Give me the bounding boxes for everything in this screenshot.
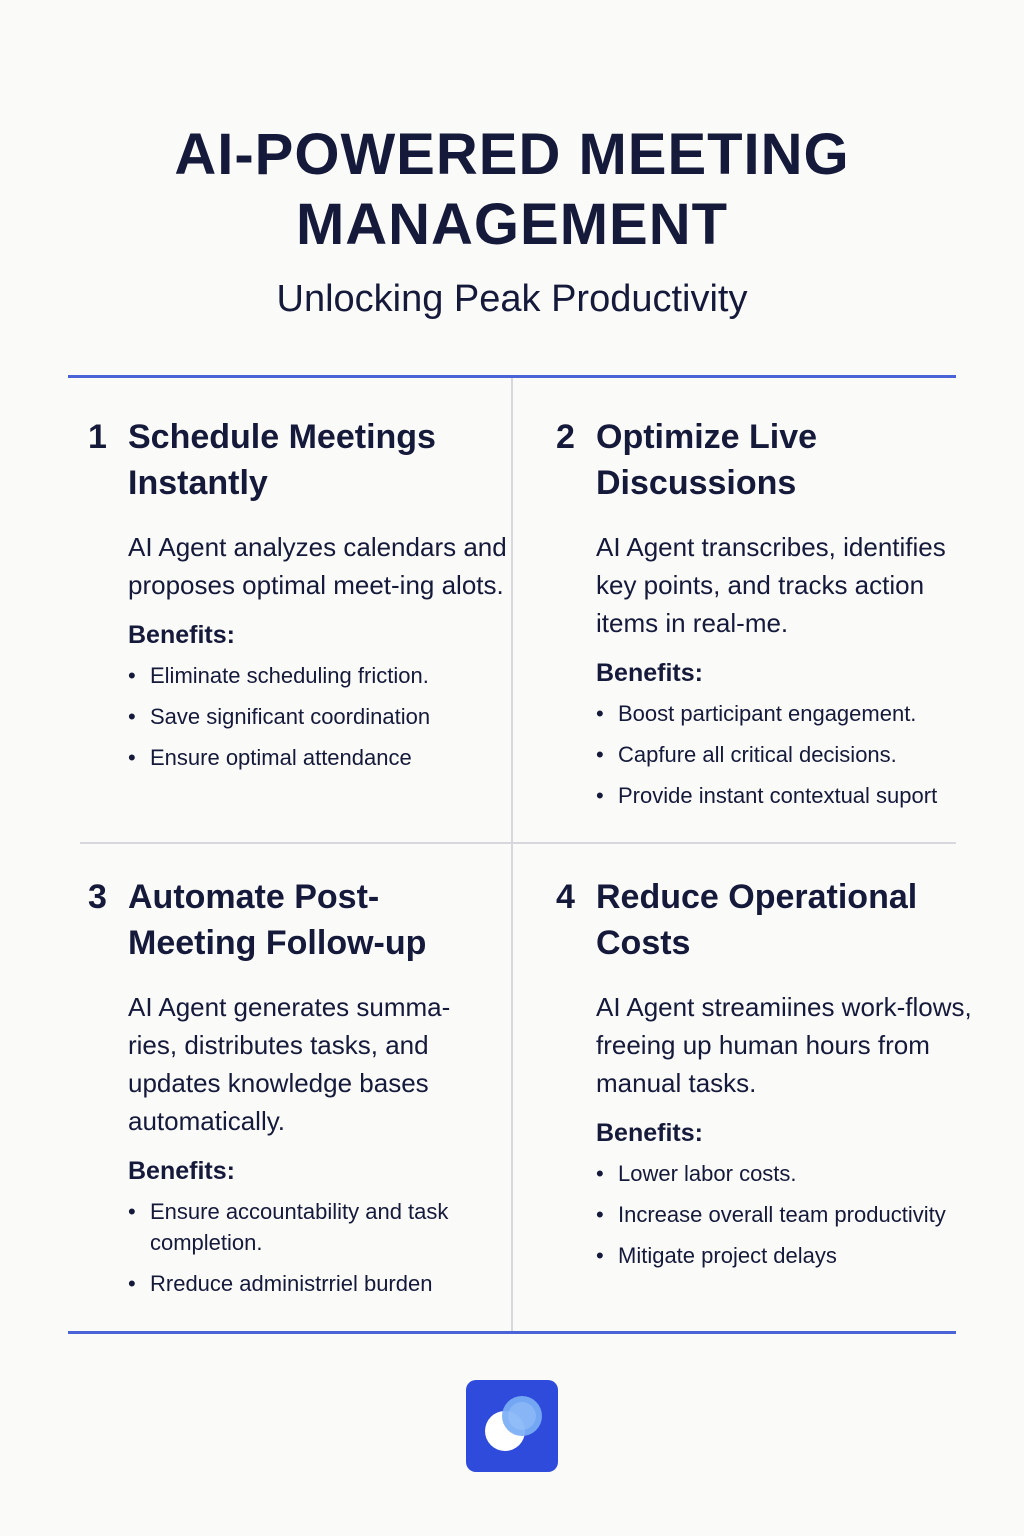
bullet-icon: • [128,1199,136,1224]
benefit-item [596,1158,1008,1189]
bottom-divider [68,1331,956,1334]
section-number: 3 [88,878,107,916]
bullet-icon: • [128,745,136,770]
benefits-label: Benefits: [596,659,703,687]
benefit-text: Mitigate project delays [618,1243,837,1268]
benefit-text: Ensure accountability and task completion. [150,1199,449,1255]
section-title: Schedule Meetings Instantly [128,418,436,502]
benefit-text: Provide instant contextual suport [618,783,938,808]
benefit-item [128,701,520,732]
section-description: AI Agent transcribes, identifies key points, and tracks action items in real-me. [596,532,946,638]
benefit-item [128,1196,460,1258]
bullet-icon: • [596,1202,604,1227]
section-title: Optimize Live Discussions [596,418,818,502]
benefit-item [128,660,520,691]
section-description: AI Agent generates summa-ries, distributes tasks, and updates knowledge bases automatically. [128,992,451,1136]
bullet-icon: • [596,1161,604,1186]
section-description: AI Agent analyzes calendars and proposes optimal meet-ing alots. [128,532,507,600]
benefit-item [128,742,520,773]
benefit-text: Increase overall team productivity [618,1202,946,1227]
benefit-text: Capfure all critical decisions. [618,742,897,767]
vertical-divider [511,378,513,1332]
section-optimize-discussions [556,414,996,821]
page-subtitle: Unlocking Peak Productivity [276,278,748,320]
horizontal-divider [80,842,956,844]
bullet-icon: • [596,1243,604,1268]
section-schedule-meetings [88,414,508,783]
benefit-text: Ensure optimal attendance [150,745,412,770]
section-number: 1 [88,418,107,456]
section-reduce-costs [556,874,996,1281]
section-number: 4 [556,878,575,916]
benefit-item [596,780,1008,811]
benefits-label: Benefits: [128,1157,235,1185]
page-title: AI-POWERED MEETING MANAGEMENT [174,122,850,257]
benefits-label: Benefits: [128,621,235,649]
overlapping-circles-logo-icon [466,1380,558,1472]
section-description: AI Agent streamiines work-flows, freeing up human hours from manual tasks. [596,992,972,1098]
benefit-item [596,739,1008,770]
section-title: Reduce Operational Costs [596,878,918,962]
bullet-icon: • [596,783,604,808]
bullet-icon: • [128,704,136,729]
benefit-list [596,698,996,811]
benefit-text: Eliminate scheduling friction. [150,663,429,688]
benefit-list [128,1196,508,1299]
brand-logo [466,1380,558,1472]
bullet-icon: • [596,701,604,726]
benefit-item [596,698,1008,729]
benefit-list [128,660,508,773]
section-automate-follow-up [88,874,508,1309]
benefits-label: Benefits: [596,1119,703,1147]
bullet-icon: • [128,1271,136,1296]
section-number: 2 [556,418,575,456]
section-title: Automate Post-Meeting Follow-up [128,878,427,962]
benefit-text: Rreduce administrriel burden [150,1271,433,1296]
benefit-item [596,1199,1008,1230]
benefit-text: Save significant coordination [150,704,431,729]
bullet-icon: • [596,742,604,767]
bullet-icon: • [128,663,136,688]
benefit-list [596,1158,996,1271]
benefit-item [128,1268,520,1299]
benefit-text: Boost participant engagement. [618,701,917,726]
benefit-item [596,1240,1008,1271]
benefit-text: Lower labor costs. [618,1161,797,1186]
